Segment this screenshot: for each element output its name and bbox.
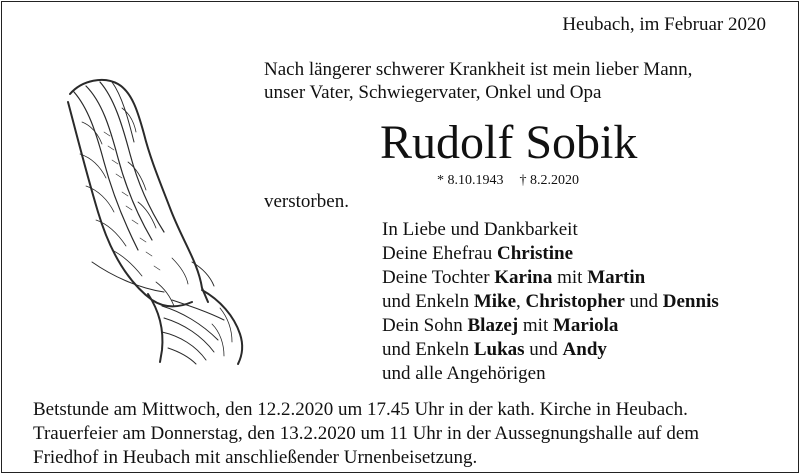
mourners-text: Deine Ehefrau: [382, 243, 497, 264]
service-line-1: Betstunde am Mittwoch, den 12.2.2020 um 17.45 Uhr in der kath. Kirche in Heubach.: [33, 399, 688, 420]
mourner-name: Christopher: [525, 291, 625, 312]
mourners-line-1: In Liebe und Dankbarkeit: [382, 219, 578, 240]
mourner-name: Christine: [497, 243, 573, 264]
mourner-name: Andy: [562, 339, 607, 360]
intro-line-2: unser Vater, Schwiegervater, Onkel und Opa: [264, 82, 602, 103]
deceased-verb: verstorben.: [264, 191, 349, 212]
mourner-name: Dennis: [662, 291, 719, 312]
life-dates: [437, 172, 579, 190]
mourners-line-3: [382, 266, 719, 290]
death-date: † 8.2.2020: [519, 173, 579, 188]
mourners-text: und: [524, 339, 563, 360]
mourner-name: Mariola: [553, 315, 619, 336]
mourners-line-2: [382, 242, 719, 266]
deceased-name: Rudolf Sobik: [380, 116, 638, 169]
mourners-line-4: [382, 290, 719, 314]
mourners-text: mit: [518, 315, 553, 336]
mourner-name: Lukas: [473, 339, 525, 360]
mourner-name: Martin: [587, 267, 646, 288]
mourners-line-7: und alle Angehörigen: [382, 363, 546, 384]
mourners-text: und Enkeln: [382, 339, 474, 360]
mourner-name: Mike: [473, 291, 517, 312]
mourners-text: Dein Sohn: [382, 315, 468, 336]
mourners-line-6: [382, 338, 719, 362]
birth-date: * 8.10.1943: [437, 173, 504, 188]
mourner-name: Blazej: [467, 315, 519, 336]
service-line-3: Friedhof in Heubach mit anschließender Urnenbeisetzung.: [33, 447, 478, 468]
mourners-text: und Enkeln: [382, 291, 474, 312]
praying-hands-icon: [52, 62, 252, 367]
place-date: Heubach, im Februar 2020: [562, 14, 766, 35]
mourners-text: und: [624, 291, 663, 312]
mourners-signature: [382, 218, 719, 386]
intro-line-1: Nach längerer schwerer Krankheit ist mein lieber Mann,: [264, 59, 693, 80]
mourners-text: Deine Tochter: [382, 267, 495, 288]
service-info: [33, 398, 699, 470]
mourners-text: ,: [516, 291, 526, 312]
mourners-text: mit: [552, 267, 588, 288]
mourner-name: Karina: [494, 267, 553, 288]
mourners-line-5: [382, 314, 719, 338]
service-line-2: Trauerfeier am Donnerstag, den 13.2.2020 um 11 Uhr in der Aussegnungshalle auf dem: [33, 423, 700, 444]
